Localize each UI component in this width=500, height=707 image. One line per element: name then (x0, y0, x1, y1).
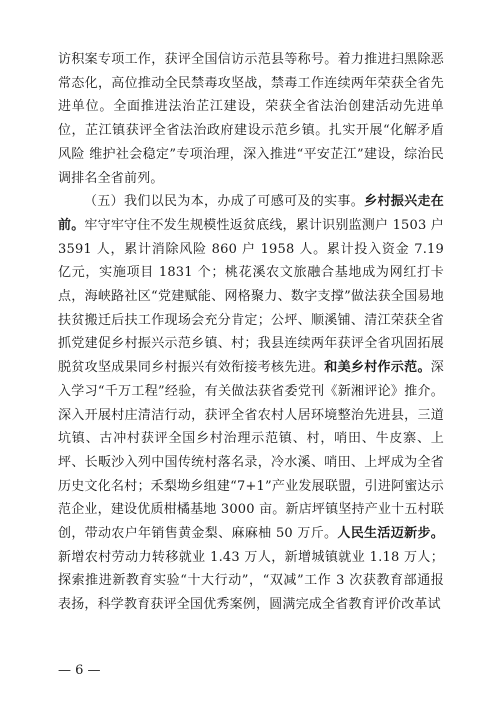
paragraph-1-text: 访积案专项工作，获评全国信访示范县等称号。着力推进扫黑除恶常态化，高位推动全民禁毒攻坚战，禁毒工作连续两年荣获全省先进单位。全面推进法治芷江建设，荣获全省法治创建活动先进单位，芷江镇获评全省法治政府建设示范乡镇。扎实开展“化解矛盾风险 维护社会稳定”专项治理，深入推进“平安芷江”建设，综治民调排名全省前列。 (58, 52, 444, 186)
paragraph-2 (58, 190, 444, 617)
page-number: — 6 — (58, 663, 101, 678)
section-heading: （五）我们以民为本，办成了可感可及的实事。 (84, 194, 365, 210)
rural-revitalization-text: 牢守牢守住不发生规模性返贫底线，累计识别监测户 1503 户 3591 人，累计消除风险 860 户 1958 人。累计投入资金 7.19 亿元，实施项目 1831 个；桃花溪农文旅融合基地成为网红打卡点，海峡路社区“党建赋能、网格聚力、数字支撑”做法获全国易地扶贫搬迁后扶工作现场会充分肯定；公坪、顺溪铺、清江荣获全省抓党建促乡村振兴示范乡镇、村；我县连续两年获评全省巩固拓展脱贫攻坚成果同乡村振兴有效衔接考核先进。 (58, 217, 444, 376)
subheading-people-livelihood: 人民生活迈新步。 (337, 526, 444, 542)
document-body (58, 48, 444, 617)
subheading-beautiful-village: 和美乡村作示范。 (324, 360, 431, 376)
people-livelihood-text: 新增农村劳动力转移就业 1.43 万人，新增城镇就业 1.18 万人；探索推进新教育实验“十大行动”，“双减”工作 3 次获教育部通报表扬，科学教育获评全国优秀案例，圆满完成全省教育评价改革试 (58, 549, 444, 613)
beautiful-village-text: 深入学习“千万工程”经验，有关做法获省委党刊《新湘评论》推介。深入开展村庄清洁行动，获评全省农村人居环境整治先进县，三道坑镇、古冲村获评全国乡村治理示范镇、村，哨田、牛皮寨、上坪、长畈沙入列中国传统村落名录，冷水溪、哨田、上坪成为全省历史文化名村；禾梨坳乡组建“7+1”产业发展联盟，引进阿蜜达示范企业，建设优质柑橘基地 3000 亩。新店坪镇坚持产业十五村联创，带动农户年销售黄金梨、麻麻柚 50 万斤。 (58, 360, 444, 542)
paragraph-1 (58, 48, 444, 190)
subheading-rural-revitalization: 乡村振兴走在前。 (58, 194, 445, 233)
